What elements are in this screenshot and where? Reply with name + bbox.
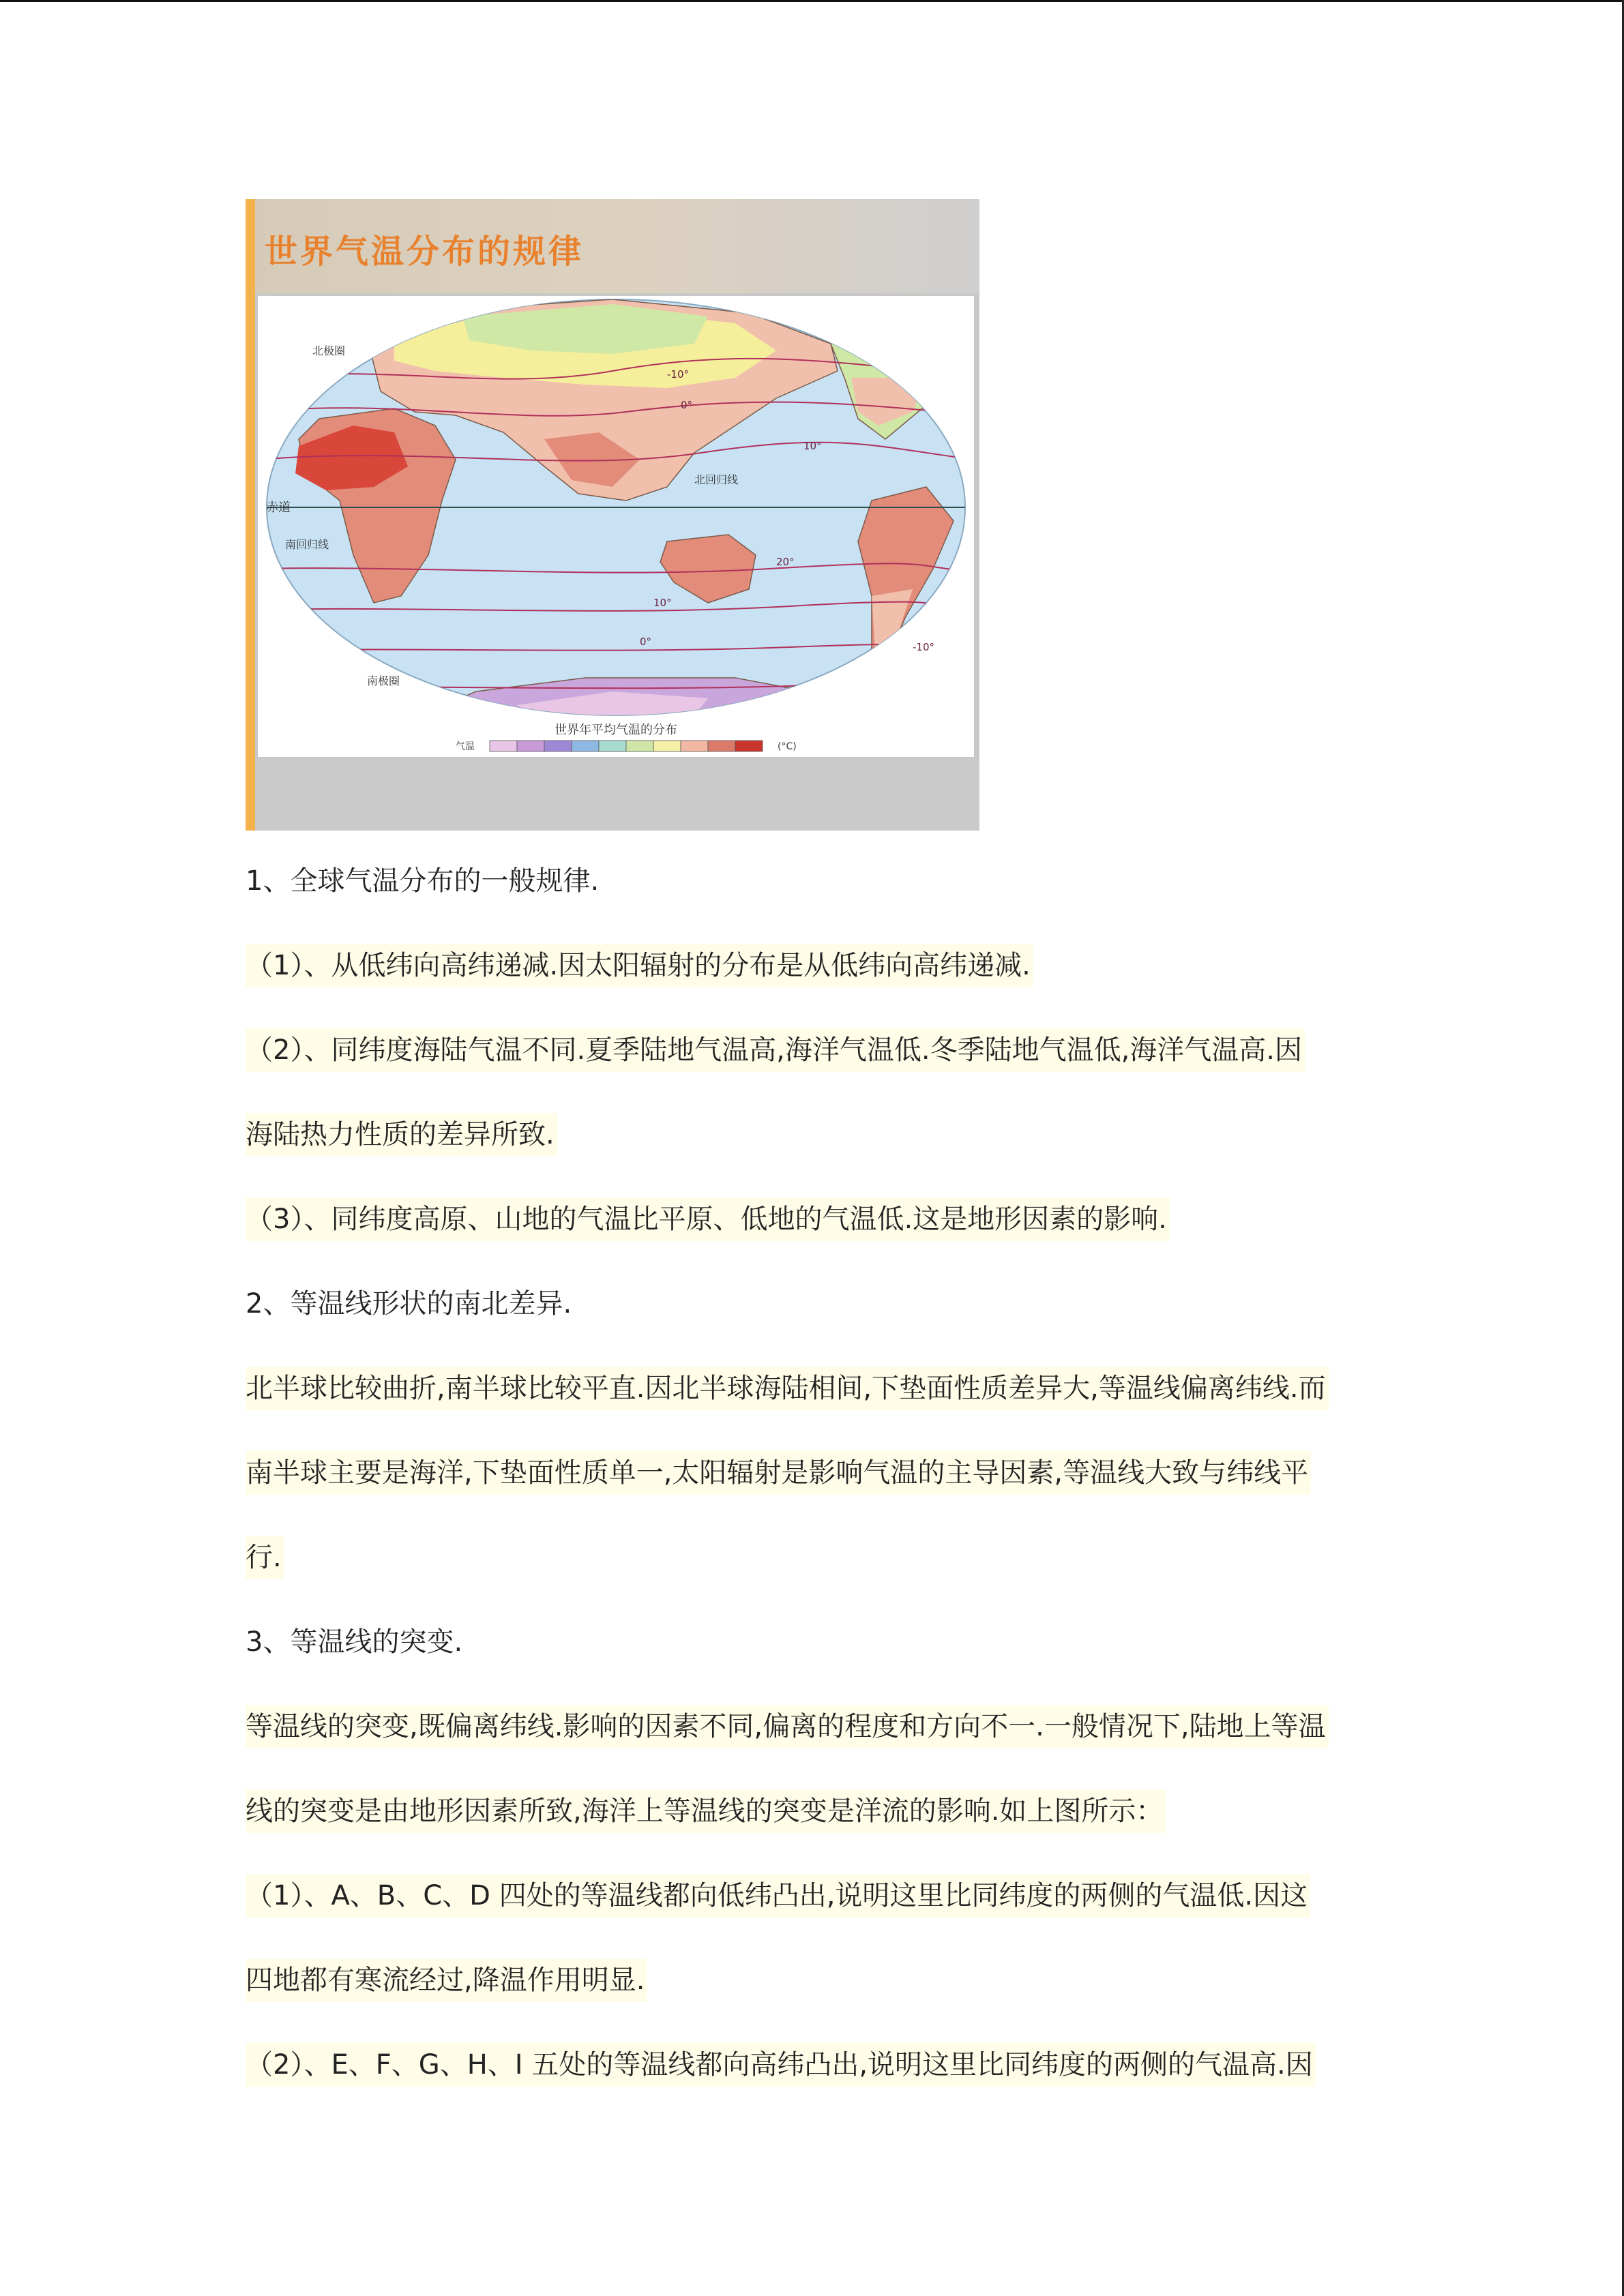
slide-title: 世界气温分布的规律 [265, 233, 585, 271]
isotherm-label: 20° [776, 556, 795, 568]
text-line: 北半球比较曲折,南半球比较平直.因北半球海陆相间,下垫面性质差异大,等温线偏离纬线.而 [246, 1367, 1329, 1410]
slide-accent-bar [246, 199, 255, 831]
isotherm-label: 0° [640, 636, 652, 648]
text-line: 南半球主要是海洋,下垫面性质单一,太阳辐射是影响气温的主导因素,等温线大致与纬线平 [246, 1451, 1311, 1495]
world-temperature-map [258, 296, 974, 757]
text-line: （1）、从低纬向高纬递减.因太阳辐射的分布是从低纬向高纬递减. [246, 944, 1033, 987]
legend-swatch [626, 741, 653, 751]
map-label-tropic-capricorn: 南回归线 [285, 538, 329, 551]
isotherm-label: 0° [681, 399, 693, 411]
legend-swatch [599, 741, 626, 751]
legend-unit: (°C) [778, 741, 797, 752]
legend-swatch [572, 741, 599, 751]
text-line: （1）、A、B、C、D 四处的等温线都向低纬凸出,说明这里比同纬度的两侧的气温低.因这 [246, 1874, 1310, 1918]
legend-swatch [490, 741, 517, 751]
legend-swatch [517, 741, 544, 751]
legend-swatch [735, 741, 763, 751]
slide-bottom-band [255, 757, 979, 831]
text-line: 1、全球气温分布的一般规律. [246, 865, 600, 897]
map-panel [258, 296, 974, 757]
text-line: 等温线的突变,既偏离纬线.影响的因素不同,偏离的程度和方向不一.一般情况下,陆地上等温 [246, 1705, 1329, 1748]
map-label-arctic-circle: 北极圈 [312, 344, 346, 357]
map-label-tropic-cancer: 北回归线 [694, 473, 739, 486]
text-line: 线的突变是由地形因素所致,海洋上等温线的突变是洋流的影响.如上图所示： [246, 1789, 1166, 1833]
text-line: （2）、E、F、G、H、I 五处的等温线都向高纬凸出,说明这里比同纬度的两侧的气温高.因 [246, 2043, 1316, 2087]
map-label-equator: 赤道 [266, 501, 291, 515]
isotherm-label: 10° [653, 597, 672, 609]
world-temperature-slide [246, 199, 979, 831]
legend-swatch [544, 741, 572, 751]
text-line: 3、等温线的突变. [246, 1626, 463, 1658]
legend-swatch [708, 741, 735, 751]
text-line: （3）、同纬度高原、山地的气温比平原、低地的气温低.这是地形因素的影响. [246, 1197, 1170, 1241]
text-line: 行. [246, 1536, 284, 1579]
legend-label: 气温 [456, 741, 475, 752]
map-caption: 世界年平均气温的分布 [555, 723, 677, 737]
text-line: 四地都有寒流经过,降温作用明显. [246, 1958, 647, 2002]
text-line: 2、等温线形状的南北差异. [246, 1288, 572, 1320]
text-line: 海陆热力性质的差异所致. [246, 1113, 557, 1157]
isotherm-label: -10° [667, 368, 689, 381]
isotherm-label: 10° [803, 440, 822, 452]
legend-swatch [681, 741, 708, 751]
text-line: （2）、同纬度海陆气温不同.夏季陆地气温高,海洋气温低.冬季陆地气温低,海洋气温高.因 [246, 1028, 1305, 1072]
map-label-antarctic-circle: 南极圈 [367, 674, 400, 687]
legend-swatch [653, 741, 681, 751]
isotherm-label: -10° [913, 641, 934, 653]
page-top-border [0, 0, 1624, 2]
